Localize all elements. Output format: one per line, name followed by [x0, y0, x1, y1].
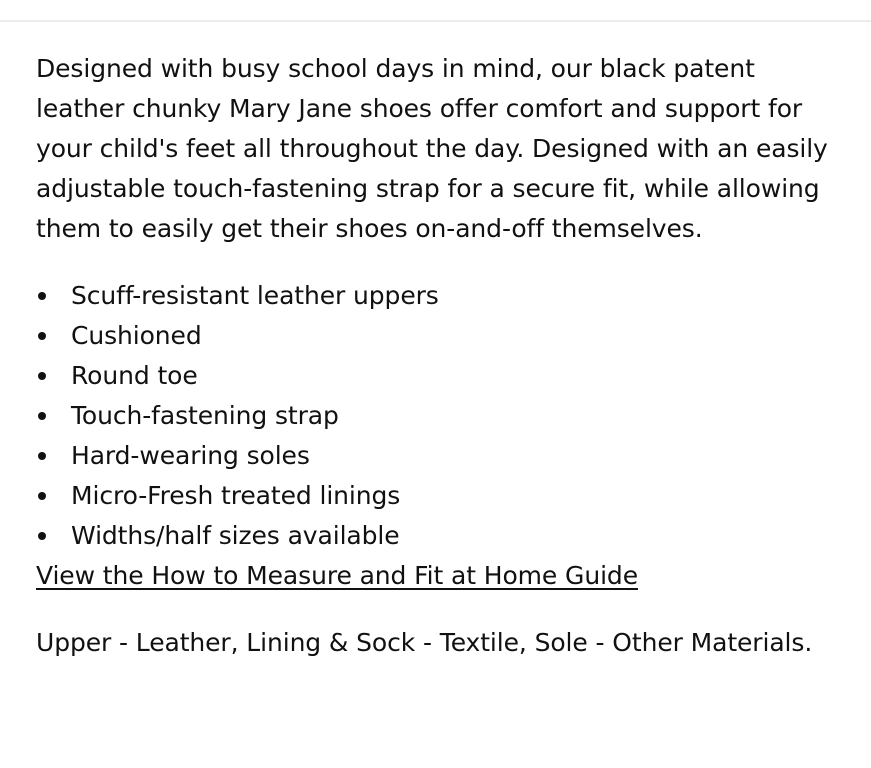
bullet-icon [38, 292, 46, 300]
bullet-icon [38, 492, 46, 500]
feature-label: Cushioned [71, 321, 202, 350]
product-details [36, 49, 836, 663]
feature-list-item [36, 436, 836, 476]
feature-list-item [36, 476, 836, 516]
feature-label: Scuff-resistant leather uppers [71, 281, 439, 310]
feature-list-item [36, 316, 836, 356]
feature-list [36, 276, 836, 556]
feature-list-item [36, 396, 836, 436]
feature-label: Touch-fastening strap [71, 401, 339, 430]
feature-list-item [36, 276, 836, 316]
product-description: Designed with busy school days in mind, our black patent leather chunky Mary Jane shoes offer comfort and support for your child's feet all throughout the day. Designed with an easily adjustable touch-fastening strap for a secure fit, while allowing them to easily get their shoes on-and-off themselves. [36, 54, 828, 243]
feature-label: Hard-wearing soles [71, 441, 310, 470]
fit-guide-link[interactable]: View the How to Measure and Fit at Home Guide [36, 561, 638, 590]
bullet-icon [38, 332, 46, 340]
bullet-icon [38, 452, 46, 460]
feature-list-item [36, 516, 836, 556]
feature-list-item [36, 356, 836, 396]
materials-text: Upper - Leather, Lining & Sock - Textile, Sole - Other Materials. [36, 628, 813, 657]
feature-label: Micro-Fresh treated linings [71, 481, 401, 510]
bullet-icon [38, 372, 46, 380]
bullet-icon [38, 412, 46, 420]
feature-label: Round toe [71, 361, 198, 390]
top-divider [0, 20, 871, 22]
bullet-icon [38, 532, 46, 540]
feature-label: Widths/half sizes available [71, 521, 400, 550]
